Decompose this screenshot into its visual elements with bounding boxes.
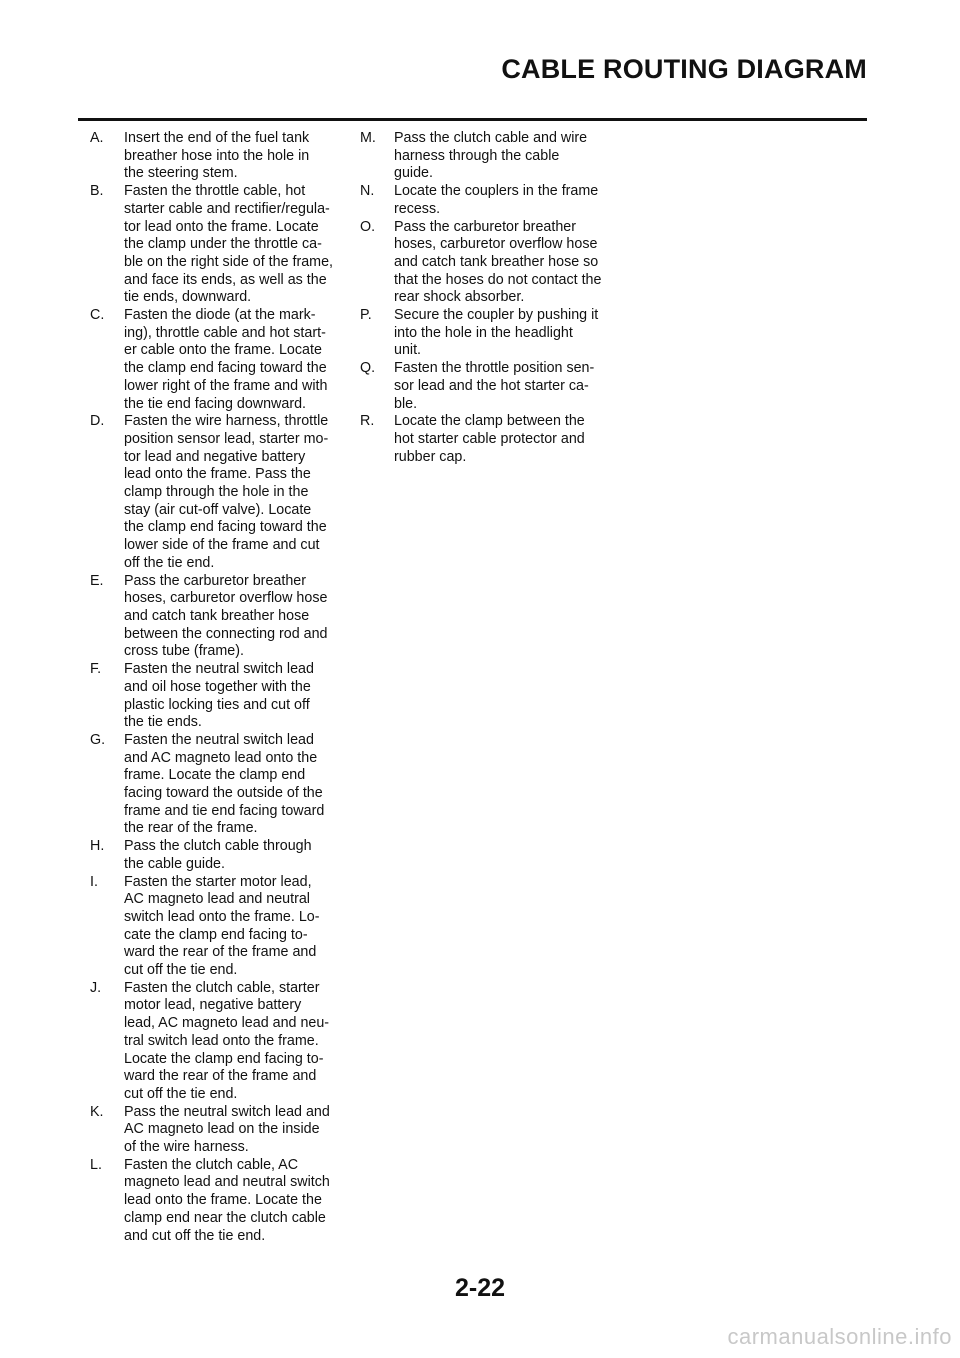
- list-item: [360, 219, 628, 308]
- item-text: Pass the neutral switch lead and AC magneto lead on the inside of the wire harness.: [124, 1103, 330, 1156]
- item-letter: E.: [90, 572, 104, 589]
- item-letter: R.: [360, 413, 375, 430]
- page-title: CABLE ROUTING DIAGRAM: [501, 54, 867, 84]
- list-item: [90, 183, 358, 307]
- item-letter: Q.: [360, 360, 376, 377]
- item-text: Insert the end of the fuel tank breather hose into the hole in the steering stem.: [124, 130, 310, 182]
- item-text: Pass the clutch cable through the cable guide.: [124, 838, 312, 872]
- header-rule: [78, 118, 867, 121]
- item-text: Pass the clutch cable and wire harness through the cable guide.: [394, 130, 588, 182]
- list-item: [90, 1104, 358, 1157]
- item-letter: A.: [90, 130, 104, 146]
- item-letter: O.: [360, 218, 376, 235]
- list-item: [90, 413, 358, 572]
- item-letter: G.: [90, 731, 106, 748]
- item-text: Secure the coupler by pushing it into the hole in the headlight unit.: [394, 307, 599, 359]
- list-item: [90, 980, 358, 1104]
- list-item: [360, 307, 628, 360]
- list-item: [90, 874, 358, 980]
- item-text: Fasten the clutch cable, AC magneto lead and neutral switch lead onto the frame. Locate the clamp end near the clutch cable and cut off the tie end.: [124, 1156, 330, 1244]
- item-letter: D.: [90, 413, 105, 430]
- list-item: [90, 838, 358, 873]
- item-text: Fasten the neutral switch lead and AC magneto lead onto the frame. Locate the clamp end facing toward the outside of the frame and tie end facing toward the rear of the frame.: [124, 731, 325, 837]
- list-item: [360, 130, 628, 183]
- item-letter: M.: [360, 130, 376, 146]
- item-letter: H.: [90, 838, 105, 855]
- item-letter: J.: [90, 979, 102, 996]
- list-item: [90, 1157, 358, 1246]
- item-letter: B.: [90, 183, 104, 200]
- item-text: Fasten the wire harness, throttle position sensor lead, starter mo- tor lead and negative battery lead onto the frame. Pass the clamp through the hole in the stay (air cut-off valve). Locate the clamp end facing toward the lower side of the frame and cut off the tie end.: [124, 413, 329, 571]
- list-item: [90, 661, 358, 732]
- item-text: Fasten the neutral switch lead and oil hose together with the plastic locking ties and cut off the tie ends.: [124, 661, 314, 731]
- item-letter: N.: [360, 183, 375, 200]
- item-text: Fasten the starter motor lead, AC magneto lead and neutral switch lead onto the frame. Lo- cate the clamp end facing to- ward the rear of the frame and cut off the tie end.: [124, 873, 320, 979]
- list-item: [360, 183, 628, 218]
- left-column: [90, 130, 358, 1245]
- item-text: Fasten the throttle cable, hot starter cable and rectifier/regula- tor lead onto the frame. Locate the clamp under the throttle ca- ble on the right side of the frame, and face its ends, as well as the tie ends, downward.: [124, 183, 334, 306]
- item-text: Fasten the diode (at the mark- ing), throttle cable and hot start- er cable onto the frame. Locate the clamp end facing toward the lower right of the frame and with the tie end facing downward.: [124, 307, 328, 412]
- page-number: 2-22: [454, 1274, 506, 1302]
- list-item: [90, 573, 358, 662]
- list-item: [90, 307, 358, 413]
- item-letter: I.: [90, 873, 98, 890]
- list-item: [90, 130, 358, 183]
- item-text: Fasten the clutch cable, starter motor lead, negative battery lead, AC magneto lead and neu- tral switch lead onto the frame. Locate the clamp end facing to- ward the rear of the frame and cut off the tie end.: [124, 979, 330, 1102]
- item-text: Locate the couplers in the frame recess.: [394, 183, 599, 217]
- item-letter: L.: [90, 1156, 102, 1173]
- right-column: [360, 130, 628, 466]
- item-text: Pass the carburetor breather hoses, carburetor overflow hose and catch tank breather hose so that the hoses do not contact the rear shock absorber.: [394, 218, 602, 306]
- item-letter: P.: [360, 307, 372, 324]
- watermark: carmanualsonline.info: [727, 1324, 952, 1349]
- item-letter: C.: [90, 307, 105, 324]
- item-letter: F.: [90, 661, 102, 678]
- list-item: [360, 413, 628, 466]
- item-text: Pass the carburetor breather hoses, carburetor overflow hose and catch tank breather hose between the connecting rod and cross tube (frame).: [124, 572, 328, 660]
- item-letter: K.: [90, 1103, 104, 1120]
- item-text: Fasten the throttle position sen- sor lead and the hot starter ca- ble.: [394, 360, 595, 412]
- item-text: Locate the clamp between the hot starter cable protector and rubber cap.: [394, 413, 585, 465]
- list-item: [360, 360, 628, 413]
- list-item: [90, 732, 358, 838]
